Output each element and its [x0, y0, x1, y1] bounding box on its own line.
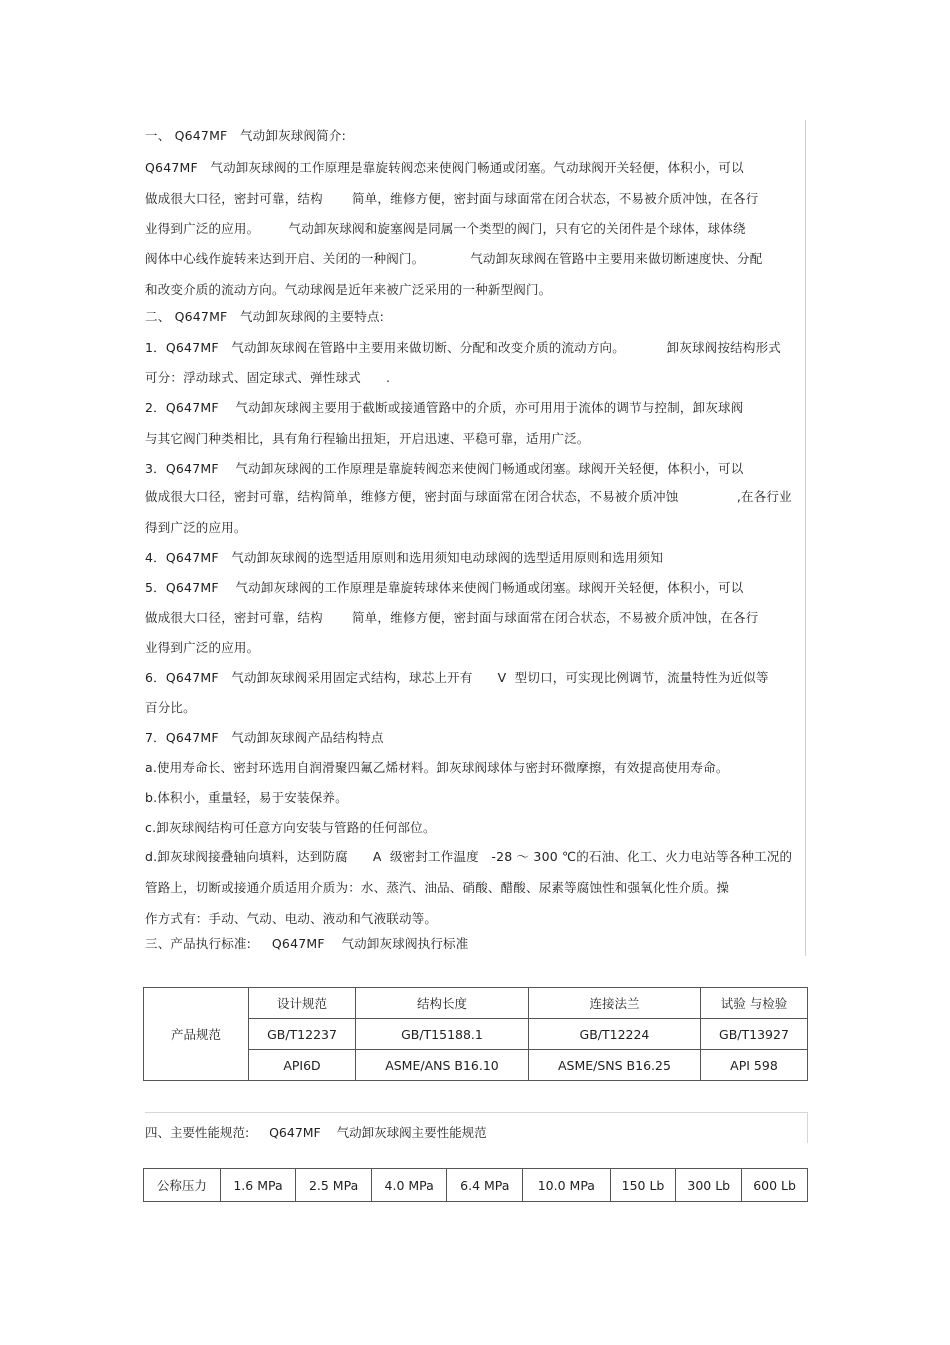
- table-row: [144, 1169, 808, 1202]
- paragraph-line: 5．Q647MF 气动卸灰球阀的工作原理是靠旋转球体来使阀门畅通或闭塞。球阀开关轻便，体积小，可以: [145, 580, 744, 595]
- table-header-cell: 结构长度: [356, 988, 529, 1019]
- table-cell: 6.4 MPa: [447, 1169, 523, 1202]
- table-header-cell: 设计规范: [249, 988, 356, 1019]
- table-cell: API 598: [700, 1050, 807, 1081]
- page-margin-rule: [805, 120, 806, 956]
- table-cell: 1.6 MPa: [220, 1169, 296, 1202]
- table-cell: GB/T12237: [249, 1019, 356, 1050]
- section1-heading: 一、 Q647MF 气动卸灰球阀简介:: [145, 128, 346, 143]
- paragraph-line: 阀体中心线作旋转来达到开启、关闭的一种阀门。 气动卸灰球阀在管路中主要用来做切断速度快、分配: [145, 251, 763, 266]
- paragraph-line: 和改变介质的流动方向。气动球阀是近年来被广泛采用的一种新型阀门。: [145, 282, 552, 297]
- paragraph-line: 可分：浮动球式、固定球式、弹性球式 .: [145, 370, 391, 385]
- paragraph-line: 业得到广泛的应用。: [145, 640, 260, 655]
- performance-table: [143, 1168, 808, 1202]
- table-cell: 150 Lb: [610, 1169, 676, 1202]
- section3-heading: 三、产品执行标准: Q647MF 气动卸灰球阀执行标准: [145, 936, 469, 951]
- paragraph-line: b.体积小，重量轻，易于安装保养。: [145, 790, 348, 805]
- standards-table: [143, 987, 808, 1081]
- paragraph-line: 百分比。: [145, 700, 196, 715]
- paragraph-line: 做成很大口径，密封可靠，结构简单，维修方便，密封面与球面常在闭合状态，不易被介质冲蚀 ,在各行业: [145, 489, 792, 504]
- table-cell: ASME/ANS B16.10: [356, 1050, 529, 1081]
- paragraph-line: 1．Q647MF 气动卸灰球阀在管路中主要用来做切断、分配和改变介质的流动方向。 卸灰球阀按结构形式: [145, 340, 781, 355]
- table-cell: 2.5 MPa: [296, 1169, 372, 1202]
- paragraph-line: 2．Q647MF 气动卸灰球阀主要用于截断或接通管路中的介质，亦可用用于流体的调节与控制，卸灰球阀: [145, 400, 744, 415]
- table-cell: 600 Lb: [742, 1169, 808, 1202]
- paragraph-line: a.使用寿命长、密封环选用自润滑聚四氟乙烯材料。卸灰球阀球体与密封环微摩擦，有效提高使用寿命。: [145, 760, 729, 775]
- paragraph-line: 3．Q647MF 气动卸灰球阀的工作原理是靠旋转阀恋来使阀门畅通或闭塞。球阀开关轻便，体积小，可以: [145, 461, 744, 476]
- paragraph-line: 做成很大口径，密封可靠，结构 简单，维修方便，密封面与球面常在闭合状态，不易被介质冲蚀，在各行: [145, 610, 759, 625]
- paragraph-line: 4．Q647MF 气动卸灰球阀的选型适用原则和选用须知电动球阀的选型适用原则和选用须知: [145, 550, 664, 565]
- paragraph-line: 6．Q647MF 气动卸灰球阀采用固定式结构，球芯上开有 V 型切口，可实现比例调节，流量特性为近似等: [145, 670, 769, 685]
- paragraph-line: 管路上，切断或接通介质适用介质为：水、蒸汽、油品、硝酸、醋酸、尿素等腐蚀性和强氧化性介质。操: [145, 880, 730, 895]
- table-cell: GB/T12224: [528, 1019, 700, 1050]
- table-cell: 4.0 MPa: [371, 1169, 447, 1202]
- paragraph-line: 与其它阀门种类相比，具有角行程输出扭矩，开启迅速、平稳可靠，适用广泛。: [145, 431, 590, 446]
- section4-box: [145, 1112, 808, 1143]
- table-cell: API6D: [249, 1050, 356, 1081]
- paragraph-line: 业得到广泛的应用。 气动卸灰球阀和旋塞阀是同属一个类型的阀门，只有它的关闭件是个球体，球体绕: [145, 221, 746, 236]
- table-cell: 300 Lb: [676, 1169, 742, 1202]
- table-row: [144, 988, 808, 1019]
- section2-heading: 二、 Q647MF 气动卸灰球阀的主要特点:: [145, 309, 385, 324]
- section4-heading: 四、主要性能规范: Q647MF 气动卸灰球阀主要性能规范: [145, 1125, 487, 1140]
- table-row-header: 产品规范: [144, 988, 249, 1081]
- paragraph-line: d.卸灰球阀接叠轴向填料，达到防腐 A 级密封工作温度 -28 ～ 300 ℃的石油、化工、火力电站等各种工况的: [145, 849, 793, 864]
- paragraph-line: 得到广泛的应用。: [145, 520, 247, 535]
- paragraph-line: 作方式有：手动、气动、电动、液动和气液联动等。: [145, 911, 438, 926]
- table-row-header: 公称压力: [144, 1169, 221, 1202]
- paragraph-line: 7．Q647MF 气动卸灰球阀产品结构特点: [145, 730, 384, 745]
- table-cell: GB/T13927: [700, 1019, 807, 1050]
- table-header-cell: 连接法兰: [528, 988, 700, 1019]
- table-cell: ASME/SNS B16.25: [528, 1050, 700, 1081]
- paragraph-line: 做成很大口径，密封可靠，结构 简单，维修方便，密封面与球面常在闭合状态，不易被介质冲蚀，在各行: [145, 191, 759, 206]
- paragraph-line: Q647MF 气动卸灰球阀的工作原理是靠旋转阀恋来使阀门畅通或闭塞。气动球阀开关轻便，体积小，可以: [145, 160, 744, 175]
- paragraph-line: c.卸灰球阀结构可任意方向安装与管路的任何部位。: [145, 820, 436, 835]
- table-cell: GB/T15188.1: [356, 1019, 529, 1050]
- table-cell: 10.0 MPa: [523, 1169, 611, 1202]
- table-header-cell: 试验 与检验: [700, 988, 807, 1019]
